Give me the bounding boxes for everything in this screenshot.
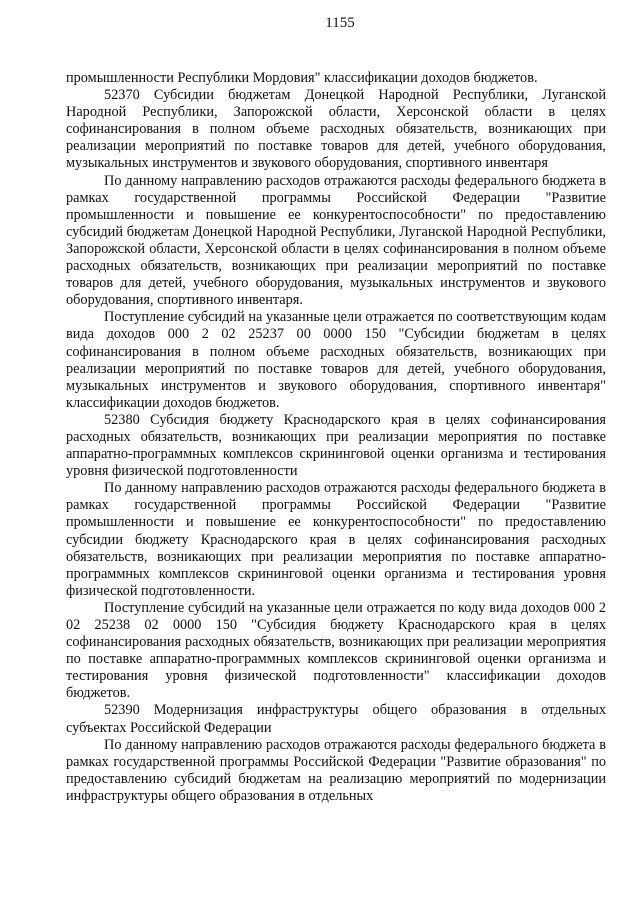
- paragraph-52390-heading: 52390 Модернизация инфраструктуры общего образования в отдельных субъектах Российской Федерации: [66, 702, 606, 736]
- paragraph-52370-description: По данному направлению расходов отражаются расходы федерального бюджета в рамках государственной программы Российской Федерации "Развитие промышленности и повышение ее конкурентоспособности" по предоставлению субсидий бюджетам Донецкой Народной Республики, Луганской Народной Республики, Запорожской области, Херсонской области в целях софинансирования в полном объеме расходных обязательств, возникающих при реализации мероприятий по поставке товаров для детей, учебного оборудования, музыкальных инструментов и звукового оборудования, спортивного инвентаря.: [66, 172, 606, 309]
- paragraph-continuation: промышленности Республики Мордовия" классификации доходов бюджетов.: [66, 70, 538, 86]
- paragraph-52370-income-code: Поступление субсидий на указанные цели отражается по соответствующим кодам вида доходов 000 2 02 25237 00 0000 150 "Субсидии бюджетам в целях софинансирования в полном объеме расходных обязательств, возникающих при реализации мероприятий по поставке товаров для детей, учебного оборудования, музыкальных инструментов и звукового оборудования, спортивного инвентаря" классификации доходов бюджетов.: [66, 309, 606, 411]
- page-number: 1155: [325, 15, 355, 31]
- paragraph-52380-heading: 52380 Субсидия бюджету Краснодарского края в целях софинансирования расходных обязательств, возникающих при реализации мероприятия по поставке аппаратно-программных комплексов скрининговой оценки организма и тестирования уровня физической подготовленности: [66, 411, 606, 480]
- paragraph-52390-description: По данному направлению расходов отражаются расходы федерального бюджета в рамках государственной программы Российской Федерации "Развитие образования" по предоставлению субсидий бюджетам на реализацию мероприятий по модернизации инфраструктуры общего образования в отдельных: [66, 736, 606, 804]
- paragraph-52370-heading: 52370 Субсидии бюджетам Донецкой Народной Республики, Луганской Народной Республики, Запорожской области, Херсонской области в целях софинансирования в полном объеме расходных обязательств, возникающих при реализации мероприятий по поставке товаров для детей, учебного оборудования, музыкальных инструментов и звукового оборудования, спортивного инвентаря: [66, 87, 606, 172]
- paragraph-52380-income-code: Поступление субсидий на указанные цели отражается по коду вида доходов 000 2 02 25238 02 0000 150 "Субсидия бюджету Краснодарского края в целях софинансирования расходных обязательств, возникающих при реализации мероприятия по поставке аппаратно-программных комплексов скрининговой оценки организма и тестирования уровня физической подготовленности" классификации доходов бюджетов.: [66, 599, 606, 702]
- paragraph-52380-description: По данному направлению расходов отражаются расходы федерального бюджета в рамках государственной программы Российской Федерации "Развитие промышленности и повышение ее конкурентоспособности" по предоставлению субсидии бюджету Краснодарского края в целях софинансирования расходных обязательств, возникающих при реализации мероприятия по поставке аппаратно-программных комплексов скрининговой оценки организма и тестирования уровня физической подготовленности.: [66, 480, 606, 599]
